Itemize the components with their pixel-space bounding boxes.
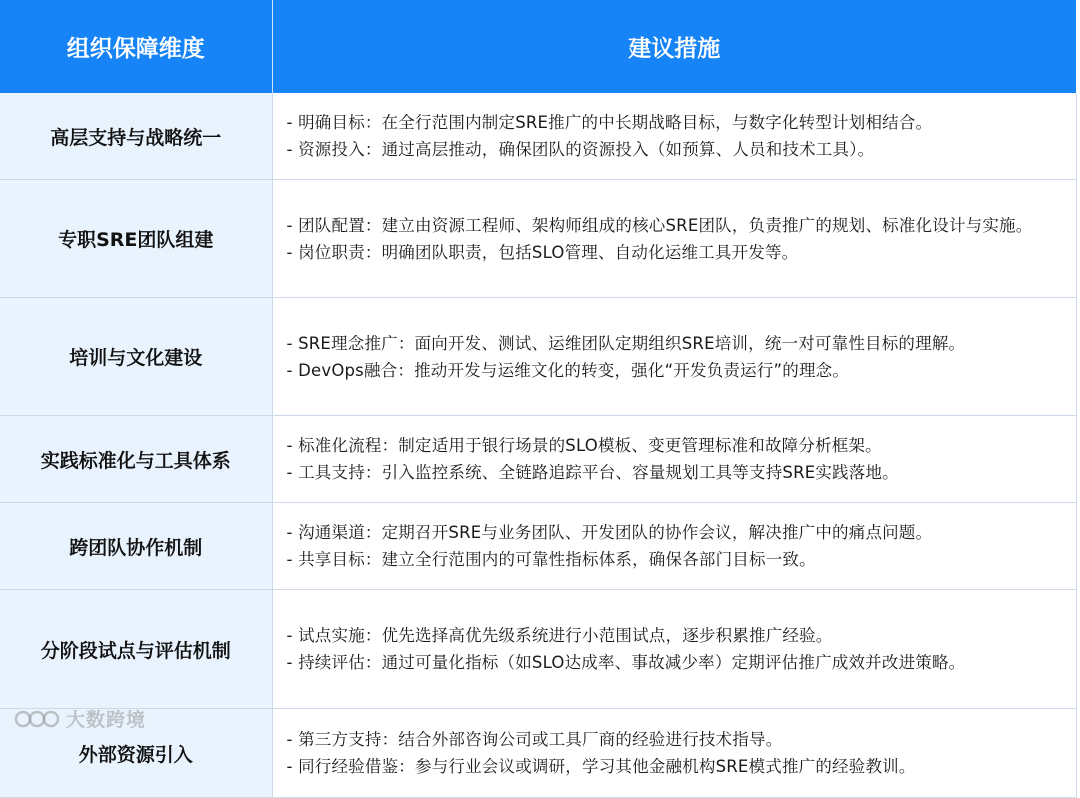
measure-item: - SRE理念推广：面向开发、测试、运维团队定期组织SRE培训，统一对可靠性目标的理解。 xyxy=(286,333,966,353)
measures-cell xyxy=(272,298,1076,416)
measure-item: - 资源投入：通过高层推动，确保团队的资源投入（如预算、人员和技术工具）。 xyxy=(286,140,875,159)
table-row xyxy=(0,503,1076,590)
measure-item: - 标准化流程：制定适用于银行场景的SLO模板、变更管理标准和故障分析框架。 xyxy=(286,436,882,455)
measure-item: - 试点实施：优先选择高优先级系统进行小范围试点，逐步积累推广经验。 xyxy=(286,626,833,645)
dimension-cell: 分阶段试点与评估机制 xyxy=(0,590,272,709)
table-row xyxy=(0,298,1076,416)
watermark xyxy=(14,705,146,732)
table-row xyxy=(0,590,1076,709)
measures-cell xyxy=(272,590,1076,709)
measure-item: - 第三方支持：结合外部咨询公司或工具厂商的经验进行技术指导。 xyxy=(286,730,783,749)
dimension-cell: 专职SRE团队组建 xyxy=(0,180,272,298)
measures-cell xyxy=(272,93,1076,180)
table-header-row xyxy=(0,0,1076,93)
measure-item: - 沟通渠道：定期召开SRE与业务团队、开发团队的协作会议，解决推广中的痛点问题。 xyxy=(286,523,933,542)
table-row xyxy=(0,93,1076,180)
dimension-cell: 跨团队协作机制 xyxy=(0,503,272,590)
dimension-cell: 培训与文化建设 xyxy=(0,298,272,416)
measure-item: - DevOps融合：推动开发与运维文化的转变，强化“开发负责运行”的理念。 xyxy=(286,360,850,380)
table-row xyxy=(0,709,1076,798)
table-row xyxy=(0,416,1076,503)
header-measures: 建议措施 xyxy=(272,0,1076,93)
measures-cell xyxy=(272,180,1076,298)
measures-cell xyxy=(272,416,1076,503)
measures-cell xyxy=(272,503,1076,590)
measure-item: - 持续评估：通过可量化指标（如SLO达成率、事故减少率）定期评估推广成效并改进策略。 xyxy=(286,653,966,672)
brand-logo-icon xyxy=(14,707,60,731)
dimension-cell: 外部资源引入 xyxy=(0,709,272,798)
table-row xyxy=(0,180,1076,298)
dimension-cell: 实践标准化与工具体系 xyxy=(0,416,272,503)
measure-item: - 工具支持：引入监控系统、全链路追踪平台、容量规划工具等支持SRE实践落地。 xyxy=(286,463,899,482)
measure-item: - 明确目标：在全行范围内制定SRE推广的中长期战略目标，与数字化转型计划相结合。 xyxy=(286,113,933,132)
measure-item: - 同行经验借鉴：参与行业会议或调研，学习其他金融机构SRE模式推广的经验教训。 xyxy=(286,757,916,776)
watermark-text: 大数跨境 xyxy=(66,709,147,731)
measure-item: - 岗位职责：明确团队职责，包括SLO管理、自动化运维工具开发等。 xyxy=(286,242,799,262)
measure-item: - 共享目标：建立全行范围内的可靠性指标体系，确保各部门目标一致。 xyxy=(286,550,816,569)
measure-item: - 团队配置：建立由资源工程师、架构师组成的核心SRE团队，负责推广的规划、标准化设计与实施。 xyxy=(286,215,1033,235)
dimension-cell: 高层支持与战略统一 xyxy=(0,93,272,180)
measures-cell xyxy=(272,709,1076,798)
header-dimension: 组织保障维度 xyxy=(0,0,272,93)
